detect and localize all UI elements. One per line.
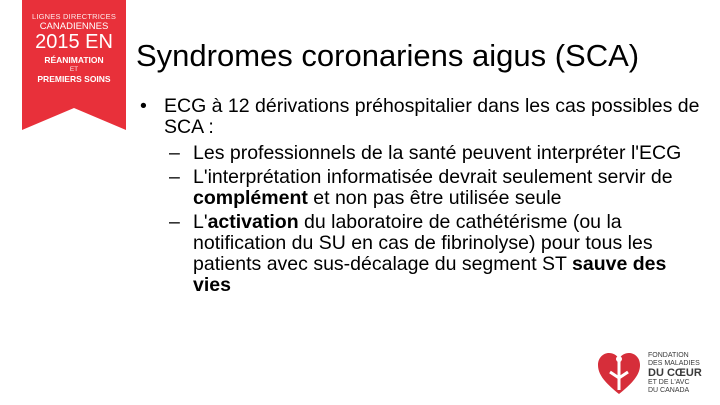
sub-bullet-item bbox=[140, 143, 700, 164]
slide-title: Syndromes coronariens aigus (SCA) bbox=[136, 38, 640, 73]
sub-bullet-text: L'interprétation informatisée devrait seulement servir de bbox=[193, 166, 673, 188]
slide-content bbox=[140, 96, 700, 299]
banner-line-and: ET bbox=[69, 66, 79, 73]
dash-marker: – bbox=[169, 211, 180, 233]
banner-line-resuscitation: RÉANIMATION bbox=[44, 55, 104, 65]
logo-line: DU CANADA bbox=[648, 387, 690, 394]
sub-bullet-text: Les professionnels de la santé peuvent interpréter l'ECG bbox=[193, 142, 682, 164]
emphasis-text: activation bbox=[207, 211, 299, 233]
banner-line-canadian: CANADIENNES bbox=[39, 21, 109, 32]
logo-line: ET DE L'AVC bbox=[648, 379, 690, 386]
emphasis-text: sauve des vies bbox=[193, 253, 667, 296]
banner-line-first-aid: PREMIERS SOINS bbox=[37, 74, 111, 84]
logo-line: DES MALADIES bbox=[648, 360, 700, 367]
dash-marker: – bbox=[169, 166, 180, 188]
logo-text bbox=[648, 352, 702, 395]
sub-bullet-item bbox=[140, 167, 700, 209]
banner-line-guidelines: LIGNES DIRECTRICES bbox=[31, 12, 117, 21]
emphasis-text: complément bbox=[193, 187, 308, 209]
heart-stroke-foundation-logo bbox=[596, 350, 716, 398]
bullet-marker: • bbox=[140, 95, 147, 117]
bullet-item bbox=[140, 96, 700, 138]
logo-line: DU CŒUR bbox=[648, 367, 702, 379]
sub-bullet-text: et non pas être utilisée seule bbox=[307, 187, 562, 209]
heart-icon bbox=[596, 350, 642, 398]
sub-bullet-text: du laboratoire de cathétérisme (ou la notification du SU en cas de fibrinolyse) pour tous les patients avec sus-décalage du segment ST bbox=[193, 211, 653, 275]
guidelines-banner bbox=[22, 0, 126, 130]
banner-text bbox=[22, 12, 126, 85]
dash-marker: – bbox=[169, 142, 180, 164]
sub-bullet-item bbox=[140, 212, 700, 296]
logo-line: FONDATION bbox=[648, 352, 689, 359]
sub-bullet-text: L' bbox=[193, 211, 208, 233]
bullet-text: ECG à 12 dérivations préhospitalier dans les cas possibles de SCA : bbox=[164, 95, 700, 138]
banner-line-year: 2015 EN bbox=[35, 31, 113, 53]
